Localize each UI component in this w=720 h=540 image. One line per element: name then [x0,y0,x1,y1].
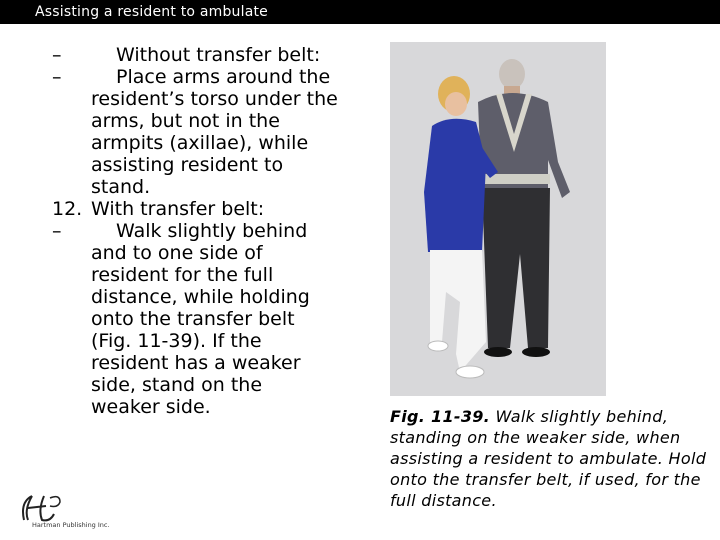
slide-title: Assisting a resident to ambulate [35,4,268,20]
step-marker: – [52,220,62,242]
step-body: and to one side of resident for the full distance, while holding onto the transfer belt (Fig. 11-39). If the resident has a weaker side, stand on the weaker side. [91,242,310,418]
figure-photo [390,42,606,396]
title-bar [0,0,720,24]
step-number: 12. [52,198,83,220]
figure-caption [390,406,710,511]
step-body: resident’s torso under the arms, but not in the armpits (axillae), while assisting resident to stand. [91,88,338,198]
figure-caption-text: Walk slightly behind, standing on the weaker side, when assisting a resident to ambulate. Hold onto the transfer belt, if used, for the full distance. [390,407,707,510]
hartman-h-icon [10,492,70,524]
step-with-belt [0,198,360,220]
procedure-steps [0,44,360,418]
step-lead: Walk slightly behind [116,220,308,242]
publisher-logo [10,492,120,532]
step-place-arms [0,66,360,198]
step-walk-behind [0,220,360,418]
step-marker: – [52,66,62,88]
step-lead: With transfer belt: [91,198,265,220]
step-marker: – [52,44,62,66]
step-without-belt [0,44,360,66]
figure-label: Fig. 11-39. [390,407,491,426]
caregiver-walking-resident-illustration [390,42,606,396]
step-lead: Place arms around the [116,66,331,88]
publisher-name: Hartman Publishing Inc. [32,521,110,529]
step-lead: Without transfer belt: [116,44,321,66]
